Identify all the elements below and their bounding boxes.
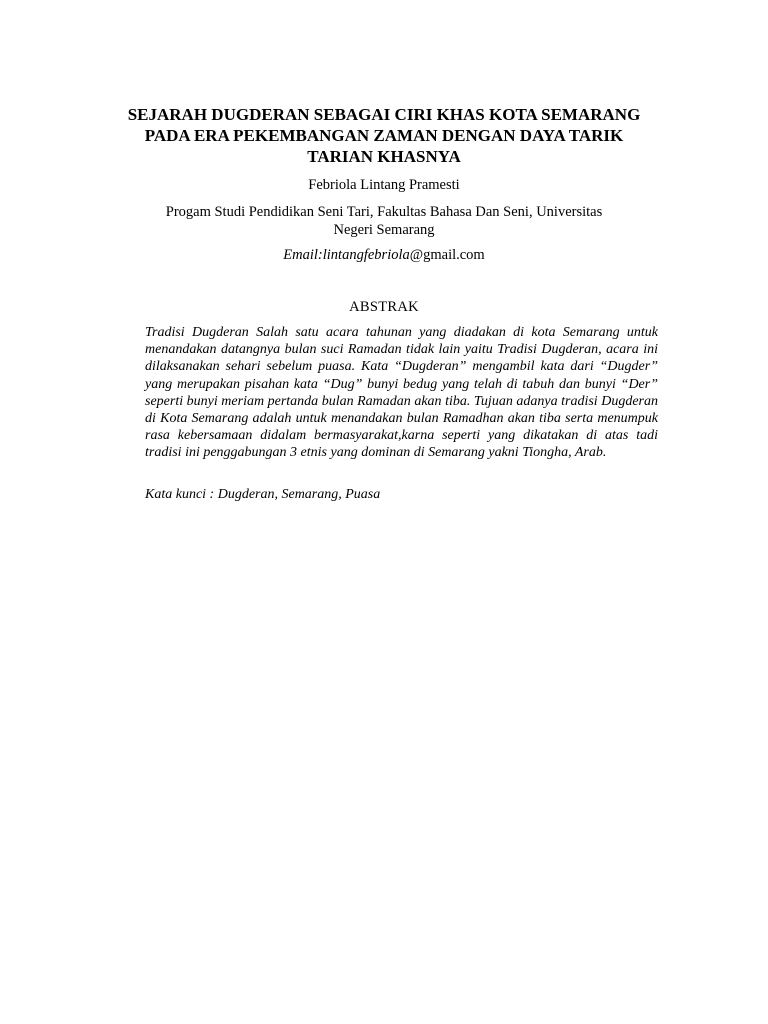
abstract-body: Tradisi Dugderan Salah satu acara tahunan yang diadakan di kota Semarang untuk menandakan datangnya bulan suci Ramadan tidak lain yaitu Tradisi Dugderan, acara ini dilaksanakan sehari sebelum puasa. Kata “Dugderan” mengambil kata dari “Dugder” yang merupakan pisahan kata “Dug” bunyi bedug yang telah di tabuh dan bunyi “Der” seperti bunyi meriam pertanda bulan Ramadan akan tiba. Tujuan adanya tradisi Dugderan di Kota Semarang adalah untuk menandakan bulan Ramadhan akan tiba serta menumpuk rasa kebersamaan didalam bermasyarakat,karna seperti yang dikatakan di atas tadi tradisi ini penggabungan 3 etnis yang dominan di Semarang yakni Tiongha, Arab. <box>145 325 658 461</box>
email-domain: @gmail.com <box>409 247 485 263</box>
author-email <box>120 246 648 264</box>
author-affiliation: Progam Studi Pendidikan Seni Tari, Fakultas Bahasa Dan Seni, Universitas Negeri Semarang <box>165 204 603 238</box>
email-label: Email:lintangfebriola <box>283 247 410 263</box>
author-name: Febriola Lintang Pramesti <box>308 177 460 193</box>
paper-title: SEJARAH DUGDERAN SEBAGAI CIRI KHAS KOTA SEMARANG PADA ERA PEKEMBANGAN ZAMAN DENGAN DAYA TARIK TARIAN KHASNYA <box>127 105 641 166</box>
keywords: Kata kunci : Dugderan, Semarang, Puasa <box>145 487 381 502</box>
abstract-heading: ABSTRAK <box>349 299 419 315</box>
